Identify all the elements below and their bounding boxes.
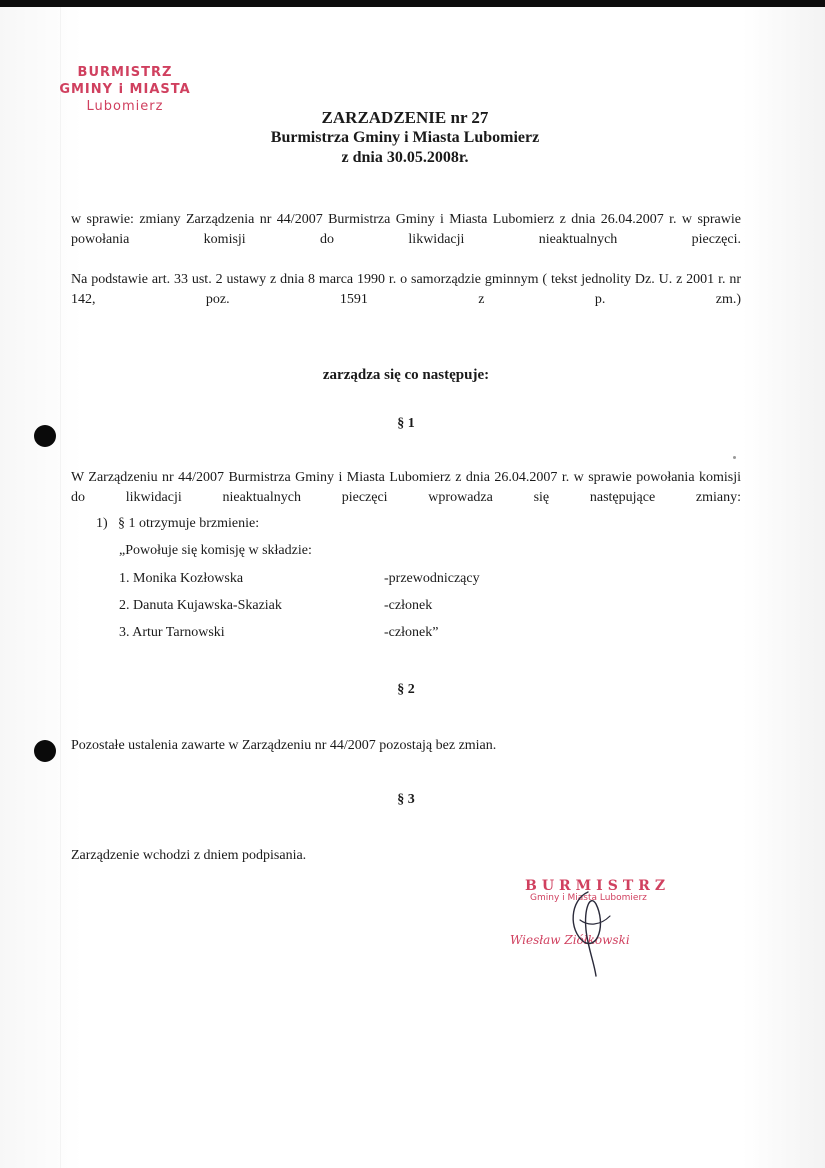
scan-speck — [733, 456, 736, 459]
committee-intro: „Powołuje się komisję w składzie: — [119, 543, 312, 558]
punch-hole — [34, 425, 56, 447]
section-1-heading: § 1 — [397, 416, 415, 431]
section-3-text: Zarządzenie wchodzi z dniem podpisania. — [71, 848, 307, 863]
document-date: z dnia 30.05.2008r. — [341, 149, 469, 166]
punch-hole — [34, 740, 56, 762]
decree-heading: zarządza się co następuje: — [322, 367, 490, 383]
document-header — [200, 108, 610, 168]
member-role: -członek — [384, 598, 433, 613]
stamp-line-2: GMINY i MIASTA — [59, 82, 191, 97]
paper-crease — [60, 7, 61, 1168]
scan-top-border — [0, 0, 825, 7]
member-role: -członek” — [384, 625, 439, 640]
subject-paragraph: w sprawie: zmiany Zarządzenia nr 44/2007 Burmistrza Gminy i Miasta Lubomierz z dnia 26.04.2007 r. w sprawie powołania komisji do likwidacji nieaktualnych pieczęci. — [71, 212, 741, 247]
stamp-line-3: Lubomierz — [86, 99, 164, 114]
handwritten-signature — [540, 880, 630, 980]
member-role: -przewodniczący — [384, 571, 480, 586]
document-issuer: Burmistrza Gminy i Miasta Lubomierz — [270, 129, 540, 146]
member-name: 2. Danuta Kujawska-Skaziak — [119, 598, 282, 613]
signatory-name: Wiesław Ziółkowski — [510, 933, 630, 947]
office-stamp-top — [40, 64, 210, 115]
paper-background — [0, 7, 825, 1168]
amendment-item — [96, 516, 259, 532]
signature-stamp-title: BURMISTRZ — [525, 878, 671, 894]
signature-stamp-subtitle: Gminy i Miasta Lubomierz — [530, 893, 647, 903]
section-1-text: W Zarządzeniu nr 44/2007 Burmistrza Gminy i Miasta Lubomierz z dnia 26.04.2007 r. w sprawie powołania komisji do likwidacji nieaktualnych pieczęci wprowadza się następujące zmiany: — [71, 470, 741, 505]
legal-basis-paragraph: Na podstawie art. 33 ust. 2 ustawy z dnia 8 marca 1990 r. o samorządzie gminnym ( tekst jednolity Dz. U. z 2001 r. nr 142, poz. 1591 z p. zm.) — [71, 272, 741, 307]
member-name: 3. Artur Tarnowski — [119, 625, 225, 640]
section-3-heading: § 3 — [397, 792, 415, 807]
section-2-text: Pozostałe ustalenia zawarte w Zarządzeniu nr 44/2007 pozostają bez zmian. — [71, 738, 497, 753]
section-2-heading: § 2 — [397, 682, 415, 697]
member-name: 1. Monika Kozłowska — [119, 571, 244, 586]
amendment-item-number: 1) — [96, 516, 108, 531]
document-title: ZARZADZENIE nr 27 — [321, 108, 489, 127]
stamp-line-1: BURMISTRZ — [77, 65, 173, 80]
amendment-item-text: § 1 otrzymuje brzmienie: — [118, 516, 260, 531]
